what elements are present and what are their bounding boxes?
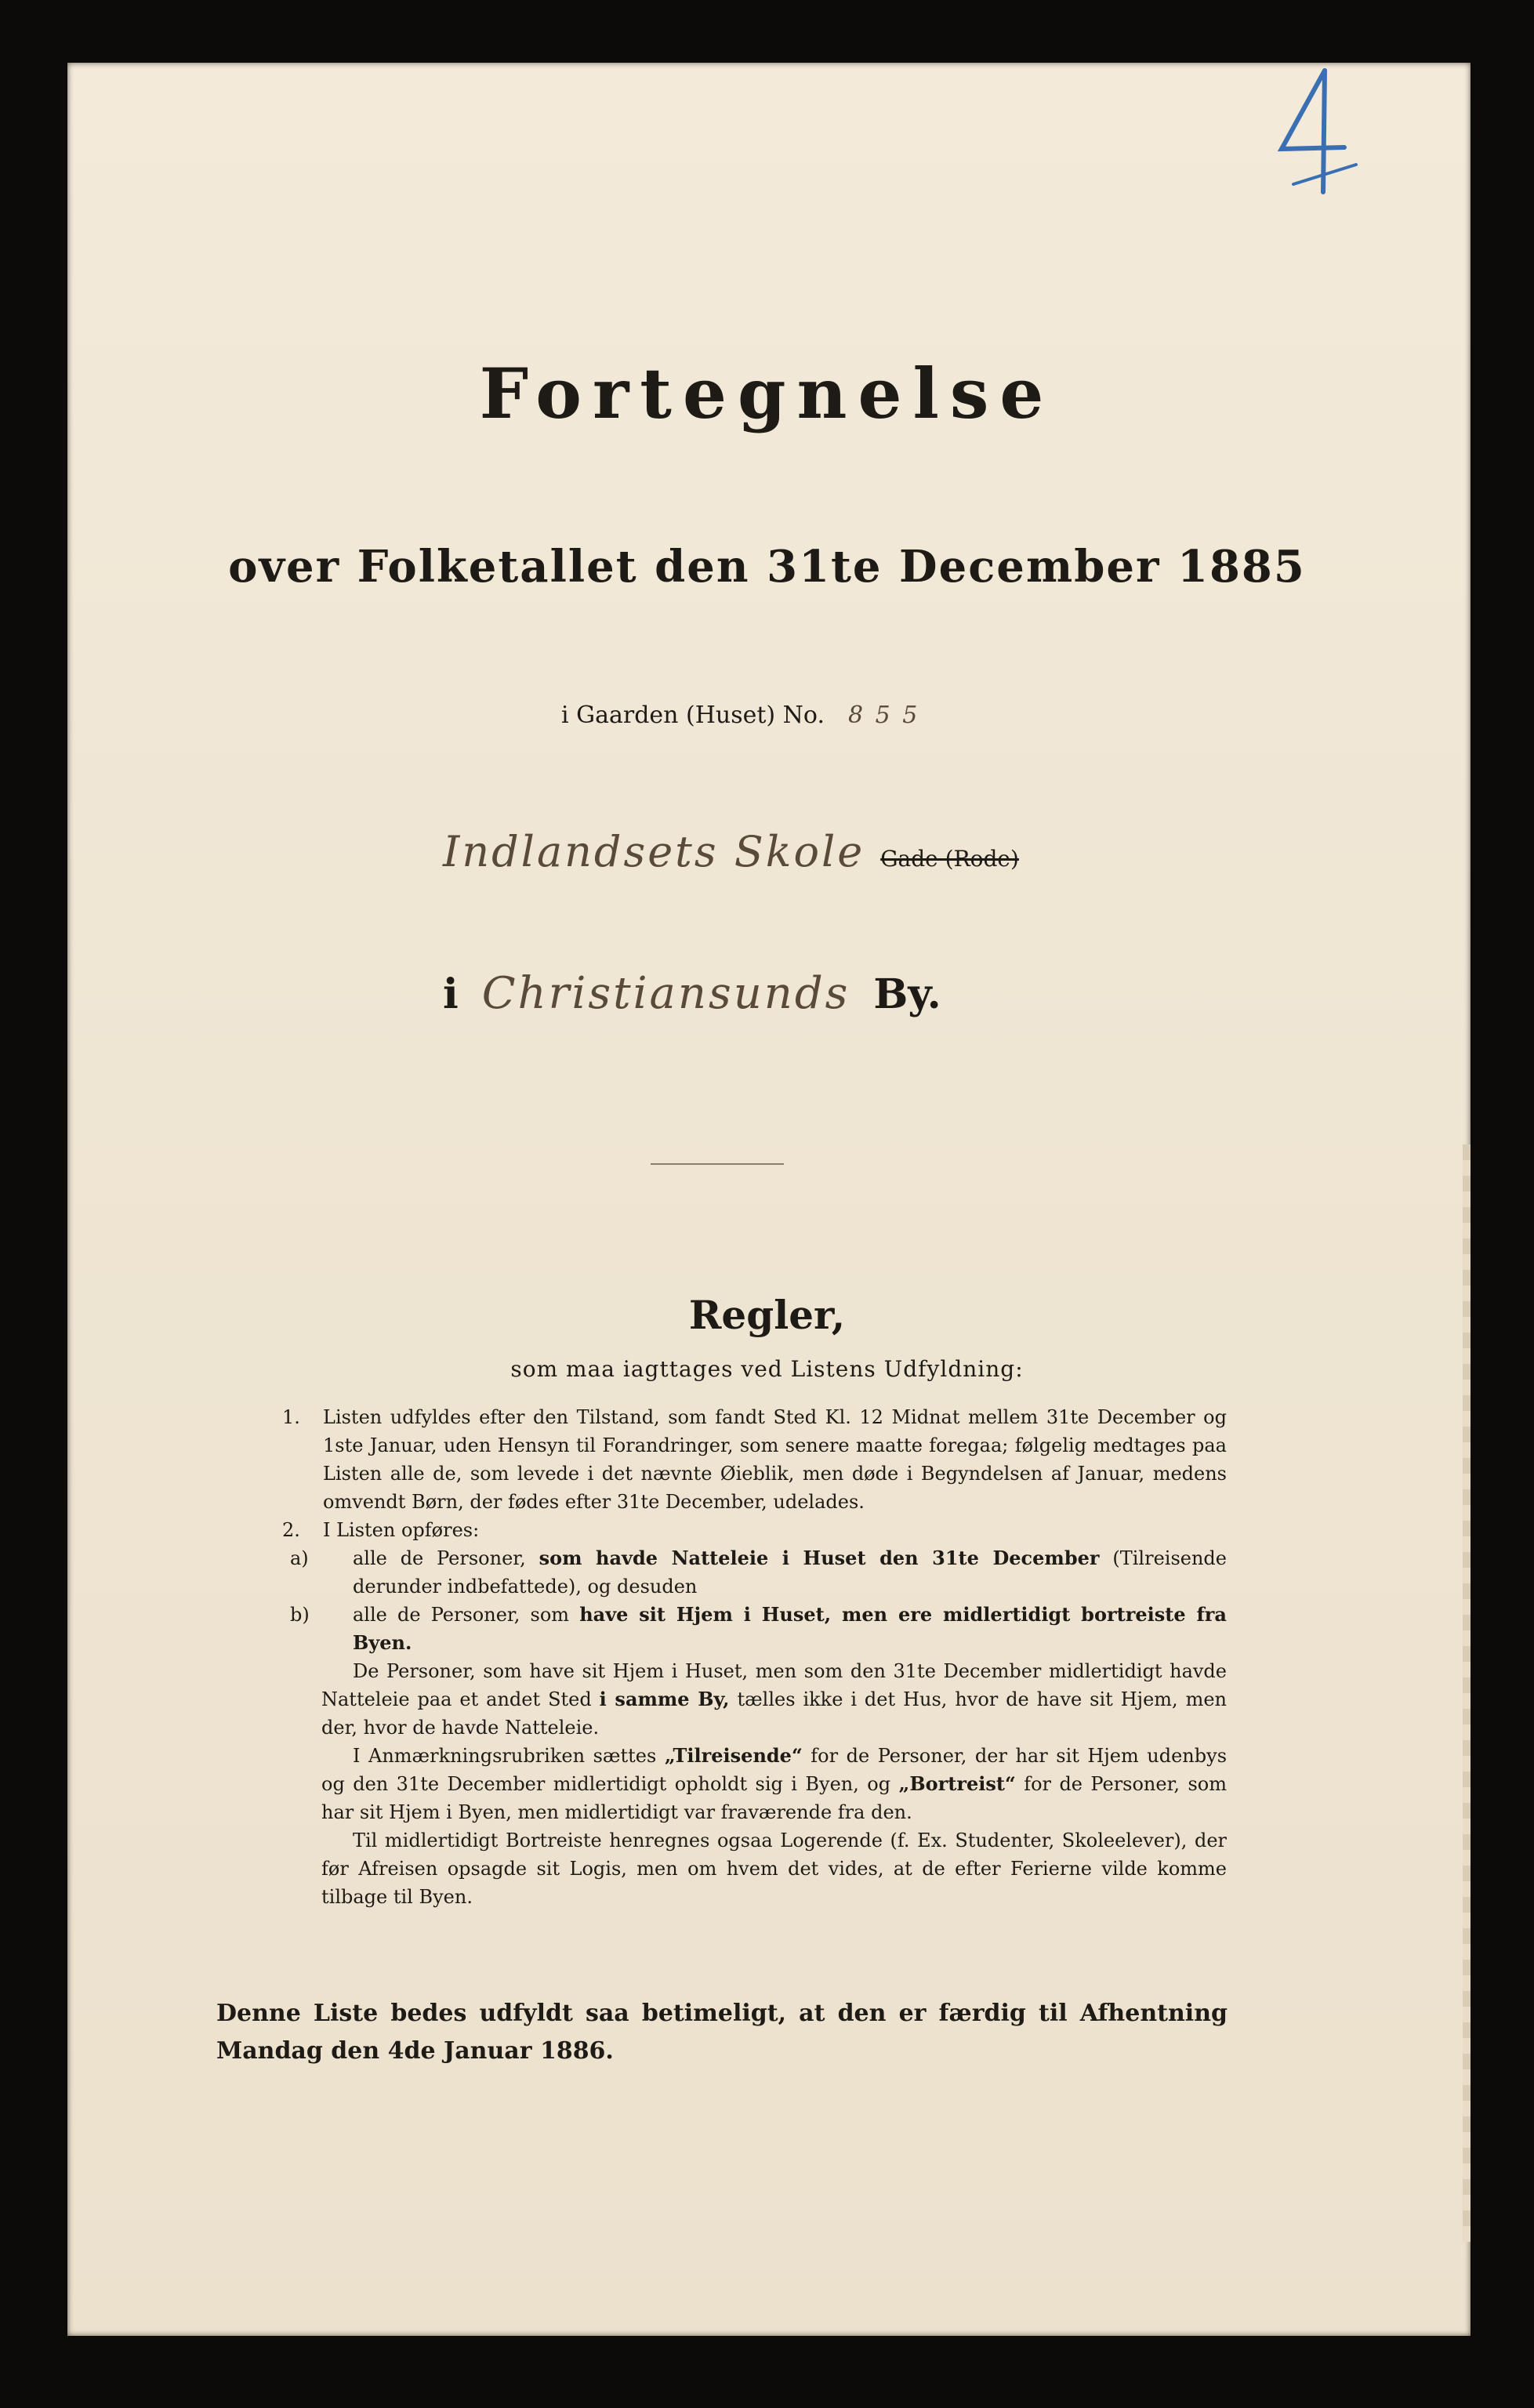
rule-emphasis: i samme By, — [599, 1688, 730, 1710]
rule-text: alle de Personer, som — [353, 1604, 570, 1626]
street-line — [443, 827, 1019, 876]
rule-text: for de Personer, som har sit Hjem i Byen, men midlertidigt var fraværende fra den. — [321, 1773, 1227, 1823]
form-title: Fortegnelse — [479, 353, 1055, 434]
rule-emphasis: som havde Natteleie i Huset den 31te December — [539, 1547, 1100, 1569]
city-suffix: By. — [873, 970, 941, 1018]
rule-paragraph-1 — [282, 1657, 1227, 1742]
sub-label: a) — [290, 1547, 309, 1569]
rule-emphasis: have sit Hjem i Huset, men ere midlertidigt bortreiste fra Byen. — [353, 1603, 1227, 1654]
city-handwritten: Christiansunds — [481, 968, 850, 1019]
rule-item-1 — [282, 1403, 1227, 1516]
rule-emphasis: „Tilreisende“ — [664, 1744, 803, 1767]
pickup-notice: Denne Liste bedes udfyldt saa betimeligt, at den er færdig til Afhentning Mandag den 4de Januar 1886. — [216, 2000, 1228, 2065]
rule-text: I Anmærkningsrubriken sættes — [353, 1745, 657, 1767]
rules-subheading: som maa iagttages ved Listens Udfyldning: — [510, 1356, 1024, 1382]
rule-text: alle de Personer, — [353, 1547, 526, 1569]
rule-text: De Personer, som have sit Hjem i Huset, men som den 31te December midlertidigt havde Natteleie paa et andet Sted — [321, 1660, 1227, 1710]
rule-2b — [282, 1601, 1227, 1657]
rule-number: 1. — [282, 1406, 300, 1428]
city-line — [443, 968, 941, 1019]
rule-2a — [282, 1544, 1227, 1601]
city-prefix: i — [443, 970, 459, 1018]
section-divider — [651, 1163, 784, 1165]
rule-text: tælles ikke i det Hus, hvor de have sit Hjem, men der, hvor de havde Natteleie. — [321, 1688, 1227, 1739]
house-label: i Gaarden (Huset) No. — [561, 702, 825, 729]
rule-item-2 — [282, 1516, 1227, 1544]
rule-text: (Tilreisende derunder indbefattede), og desuden — [353, 1547, 1227, 1597]
form-subtitle: over Folketallet den 31te December 1885 — [228, 541, 1306, 593]
rule-text: I Listen opføres: — [323, 1519, 480, 1541]
rule-text: Listen udfyldes efter den Tilstand, som fandt Sted Kl. 12 Midnat mellem 31te December og 1ste Januar, uden Hensyn til Forandringer, som senere maatte foregaa; følgelig medtages paa Listen alle de, som levede i det nævnte Øieblik, men døde i Begyndelsen af Januar, medens omvendt Børn, der fødes efter 31te December, udelades. — [323, 1406, 1227, 1513]
rule-text: for de Personer, der har sit Hjem udenbys og den 31te December midlertidigt opholdt sig i Byen, og — [321, 1745, 1228, 1795]
rules-heading: Regler, — [688, 1292, 846, 1338]
rule-paragraph-3 — [282, 1826, 1227, 1911]
rules-list — [282, 1403, 1227, 1911]
street-handwritten: Indlandsets Skole — [443, 827, 865, 876]
house-number-handwritten: 8 5 5 — [847, 702, 920, 729]
sub-label: b) — [290, 1604, 310, 1626]
rule-paragraph-2 — [282, 1742, 1227, 1826]
rule-emphasis: „Bortreist“ — [898, 1772, 1016, 1795]
rule-number: 2. — [282, 1519, 300, 1541]
house-number-line — [561, 702, 919, 729]
rule-text: Til midlertidigt Bortreiste henregnes ogsaa Logerende (f. Ex. Studenter, Skoleelever), der før Afreisen opsagde sit Logis, men om hvem det vides, at de efter Ferierne vilde komme tilbage til Byen. — [321, 1830, 1227, 1908]
street-printed-struck: Gade (Rode) — [880, 846, 1019, 872]
